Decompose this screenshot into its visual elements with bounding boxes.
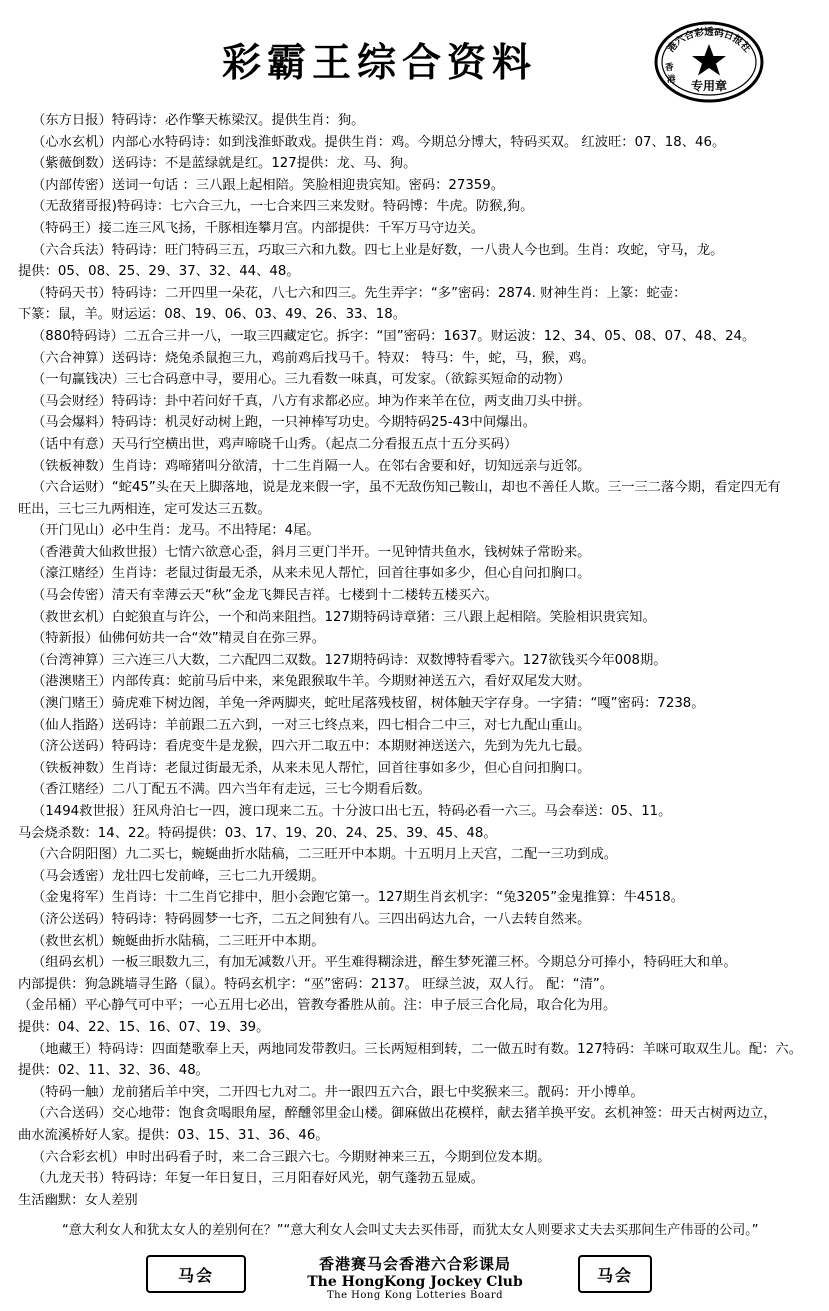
text-line: （马会透密）龙壮四七发前峰，三七二九开缓期。 — [32, 868, 325, 884]
text-line: （香港黄大仙救世报）七情六欲意心歪，斜月三更门半开。一见钟情共鱼水，钱树妹子常盼来。 — [32, 544, 591, 560]
text-line: （无敌猪哥报)特码诗：七六合三九，一七合来四三来发财。特码博：牛虎。防猴,狗。 — [32, 199, 534, 215]
text-line: （特新报）仙佛何妨共一合“效”精灵自在弥三界。 — [32, 631, 326, 647]
document-footer — [18, 1253, 811, 1301]
text-line: 提供：04、22、15、16、07、19、39。 — [18, 1019, 270, 1035]
text-line: （六合兵法）特码诗：旺门特码三五，巧取三六和九数。四七上业是好数，一八贵人今也到。生肖：攻蛇，守马，龙。 — [32, 242, 724, 258]
text-line: （心水玄机）内部心水特码诗：如到浅淮虾敢戏。提供生肖：鸡。今期总分博大，特码买双。 红波旺：07、18、46。 — [32, 134, 726, 150]
text-line: 内部提供：狗急跳墙寻生路（鼠）。特码玄机字：“巫”密码：2137。 旺绿兰波，双人行。 配：“清”。 — [18, 976, 614, 992]
text-line: （仙人指路）送码诗：羊前跟二五六到，一对三七终点来，四七相合二中三，对七九配山重山。 — [32, 717, 591, 733]
jockey-club-name-en: The HongKong Jockey Club — [307, 1274, 523, 1291]
text-line: （济公送码）特码诗：看虎变牛是龙猴，四六开二取五中：本期财神送送六，先到为先九七最。 — [32, 739, 591, 755]
jockey-club-logo-right: 马会 — [578, 1255, 652, 1293]
text-line: 提供：05、08、25、29、37、32、44、48。 — [18, 264, 300, 280]
text-line: （金鬼将军）生肖诗：十二生肖它排中，胆小会跑它第一。127期生肖玄机字：“兔3205”金鬼推算：牛4518。 — [32, 890, 685, 906]
text-line: （澳门赌王）骑虎难下树边阁，羊兔一斧两脚夹，蛇吐尾落残枝留，树体触天字存身。一字猜：“嘎”密码：7238。 — [32, 696, 705, 712]
text-line: （特码王）接二连三风飞扬，千豚相连攀月宫。内部提供：千军万马守边关。 — [32, 220, 485, 236]
svg-text:港六合彩透码日报社: 港六合彩透码日报社 — [665, 27, 753, 55]
document-header — [18, 14, 811, 106]
lotteries-board-name-en: The Hong Kong Lotteries Board — [326, 1290, 504, 1302]
article-body — [18, 110, 811, 1211]
text-line: 提供：02、11、32、36、48。 — [18, 1063, 209, 1079]
text-line: （一句赢钱决）三七合码意中寻，要用心。三九看数一味真，可发家。（欲錝买短命的动物） — [32, 372, 571, 388]
text-line: （1494救世报）狂风舟泊七一四，渡口现来二五。十分波口出七五，特码必看一六三。马会奉送：05、11。 — [32, 804, 672, 819]
text-line: （特码一触）龙前猪后羊中突，二开四七九对二。井一跟四五六合，跟七中奖猴来三。靓码：开小博单。 — [32, 1084, 644, 1100]
jockey-club-logo-left: 马会 — [146, 1255, 246, 1293]
svg-text:港: 港 — [667, 75, 676, 85]
svg-text:专用章: 专用章 — [690, 79, 728, 93]
jockey-club-wordmark — [280, 1253, 550, 1301]
text-line: （六合彩玄机）申时出码看子时，来二合三跟六七。今期财神来三五，今期到位发本期。 — [32, 1149, 551, 1165]
text-line: （内部传密）送词一句话 ：三八跟上起相陪。笑脸相迎贵宾知。密码：27359。 — [32, 177, 505, 193]
text-line: （组码玄机）一板三眼数九三，有加无减数八开。平生难得糊涂进，醉生梦死灌三杯。今期总分可捧小，特码旺大和单。 — [32, 955, 737, 971]
text-line: 旺出，三七三九两相连，定可发达三五数。 — [18, 501, 271, 517]
text-line: 生活幽默：女人差别 — [18, 1192, 138, 1208]
text-line: （铁板神数）生肖诗：鸡啼猪叫分欲清，十二生肖隔一人。在邻右舍要和好，切知远亲与近邻。 — [32, 458, 591, 474]
text-line: 曲水流溪桥好人家。提供：03、15、31、36、46。 — [18, 1127, 329, 1143]
official-stamp — [653, 20, 765, 104]
text-line: （港澳赌王）内部传真：蛇前马后中来，来兔跟猴取牛羊。今期财神送五六，看好双尾发大财。 — [32, 674, 591, 690]
text-line: （马会传密）清天有幸薄云天“秋”金龙飞舞民吉祥。七楼到十二楼转五楼买六。 — [32, 588, 498, 604]
svg-text:香: 香 — [665, 63, 674, 73]
joke-quote: “意大利女人和犹太女人的差别何在？”“意大利女人会叫丈夫去买伟哥，而犹太女人则要求丈夫去买那间生产伟哥的公司。” — [62, 1223, 759, 1239]
text-line: （台湾神算）三六连三八大数，二六配四二双数。127期特码诗：双数博特看零六。127欲钱买今年008期。 — [32, 652, 667, 668]
text-line: （880特码诗）二五合三井一八，一取三四藏定它。拆字：“囯”密码：1637。财运波：12、34、05、08、07、48、24。 — [32, 328, 756, 344]
text-line: （六合阴阳图）九二买七，蜿蜒曲折水陆稿，二三旺开中本期。十五明月上天宫，二配一三功到成。 — [32, 847, 618, 863]
text-line: 马会烧杀数：14、22。特码提供：03、17、19、20、24、25、39、45、48。 — [18, 825, 497, 841]
text-line: （六合送码）交心地带：饱食贪喝眼角屋，醉醺邻里金山楼。御麻做出花模样，献去猪羊换平安。玄机神签：毌天古树两边立， — [32, 1106, 777, 1122]
text-line: （开门见山）必中生肖：龙马。不出特尾：4尾。 — [32, 523, 320, 539]
text-line: （濠江赌经）生肖诗：老鼠过街最无杀，从来未见人帮忙，回首往事如多少，但心自问扣胸口。 — [32, 566, 591, 582]
text-line: （香江赌经）二八丁配五不满。四六当年有走远，三七今期看后数。 — [32, 782, 431, 798]
text-line: （紫薇倒数）送码诗：不是蓝绿就是红。127提供：龙、马、狗。 — [32, 156, 417, 172]
jockey-club-name-cn: 香港赛马会香港六合彩课局 — [318, 1255, 511, 1274]
text-line: 下篆：鼠，羊。财运运：08、19、06、03、49、26、33、18。 — [18, 307, 406, 323]
text-line: （救世玄机）白蛇狼直与许公，一个和尚来阻挡。127期特码诗章猪：三八跟上起相陪。笑脸相识贵宾知。 — [32, 609, 656, 625]
page-title: 彩霸王综合资料 — [221, 40, 537, 86]
text-line: （金吊桶）平心静气可中平；一心五用七必出，管教夸番胜从前。注：申子辰三合化局，取合化为用。 — [18, 998, 617, 1014]
text-line: （特码天书）特码诗：二开四里一朵花，八七六和四三。先生弄字：“多”密码：2874. 财神生肖：上篆：蛇壶： — [32, 285, 687, 301]
text-line: （东方日报）特码诗：必作擎天栋梁汉。提供生肖：狗。 — [32, 113, 365, 128]
text-line: （六合神算）送码诗：烧兔杀鼠抱三九，鸡前鸡后找马千。特双： 特马：牛，蛇，马，猴，鸡。 — [32, 350, 595, 366]
text-line: （地藏王）特码诗：四面楚歌奉上天，两地同发带教归。三长两短相到转，二一做五时有数。127特码：羊咪可取双生儿。配：六。 — [32, 1041, 803, 1057]
text-line: （六合运财）“蛇45”头在天上脚落地，说是龙来假一字，虽不无敌伤知己鞍山，却也不善任人欺。三一三二落今期，看定四无有 — [32, 480, 781, 496]
text-line: （济公送码）特码诗：特码圆梦一七齐，二五之间独有八。三四出码达九合，一八去转自然来。 — [32, 911, 591, 927]
text-line: （九龙天书）特码诗：年复一年日复日，三月阳春好风光，朝气蓬勃五显威。 — [32, 1171, 485, 1187]
text-line: （马会爆料）特码诗：机灵好动树上跑，一只神棒写功史。今期特码25-43中间爆出。 — [32, 415, 537, 431]
text-line: （马会财经）特码诗：卦中若问好千真，八方有求都必应。坤为作来羊在位，两支曲刀头中拼。 — [32, 393, 591, 409]
text-line: （救世玄机）蜿蜒曲折水陆稿，二三旺开中本期。 — [32, 933, 325, 949]
text-line: （话中有意）天马行空横出世，鸡声啼晓千山秀。（起点二分看报五点十五分买码） — [32, 436, 518, 452]
text-line: （铁板神数）生肖诗：老鼠过街最无杀，从来未见人帮忙，回首往事如多少，但心自问扣胸口。 — [32, 760, 591, 776]
